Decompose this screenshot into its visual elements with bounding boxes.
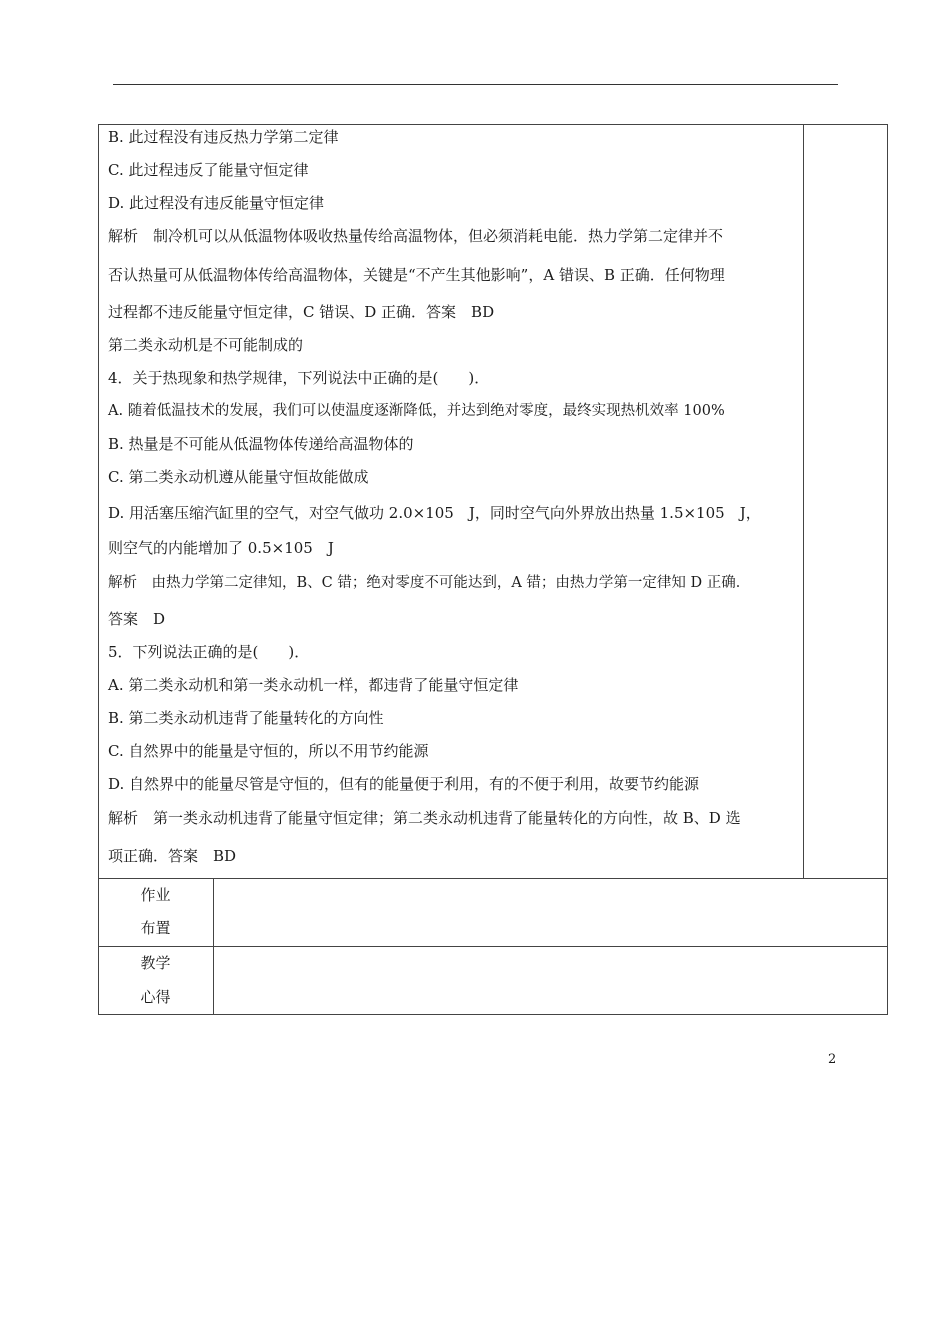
text-line: C. 此过程违反了能量守恒定律 xyxy=(108,161,309,179)
option-line: D. 自然界中的能量尽管是守恒的，但有的能量便于利用，有的不便于利用，故要节约能源 xyxy=(108,775,700,793)
explanation-line: 解析 由热力学第二定律知，B、C 错；绝对零度不可能达到，A 错；由热力学第一定律知 D 正确． xyxy=(108,575,751,591)
question-stem: 5．下列说法正确的是( )． xyxy=(108,643,310,661)
option-line: D. 用活塞压缩汽缸里的空气，对空气做功 2.0×105 J，同时空气向外界放出热量 1.5×105 J， xyxy=(108,504,761,522)
explanation-line: 否认热量可从低温物体传给高温物体，关键是“不产生其他影响”，A 错误、B 正确．任何物理 xyxy=(108,266,725,284)
header-rule xyxy=(113,84,838,85)
page-number: 2 xyxy=(828,1052,837,1067)
option-line: C. 自然界中的能量是守恒的，所以不用节约能源 xyxy=(108,742,429,760)
option-line: A. 第二类永动机和第一类永动机一样，都违背了能量守恒定律 xyxy=(108,676,519,694)
row-divider-reflection xyxy=(98,946,888,947)
explanation-line: 解析 制冷机可以从低温物体吸收热量传给高温物体，但必须消耗电能．热力学第二定律并不 xyxy=(108,227,724,245)
explanation-line: 项正确．答案 BD xyxy=(108,847,237,865)
explanation-line: 过程都不违反能量守恒定律，C 错误、D 正确．答案 BD xyxy=(108,303,495,321)
option-line: C. 第二类永动机遵从能量守恒故能做成 xyxy=(108,468,369,486)
section-heading: 第二类永动机是不可能制成的 xyxy=(108,336,304,354)
option-line: B. 第二类永动机违背了能量转化的方向性 xyxy=(108,709,384,727)
reflection-label-line2: 心得 xyxy=(140,988,171,1006)
right-column-divider xyxy=(803,124,804,879)
homework-label-line2: 布置 xyxy=(140,919,171,937)
reflection-label-line1: 教学 xyxy=(140,954,171,972)
text-line: D. 此过程没有违反能量守恒定律 xyxy=(108,194,325,212)
answer-line: 答案 D xyxy=(108,610,166,628)
homework-label-line1: 作业 xyxy=(140,886,171,904)
label-column-divider xyxy=(213,878,214,1015)
question-stem: 4．关于热现象和热学规律，下列说法中正确的是( )． xyxy=(108,369,490,387)
option-line: A. 随着低温技术的发展，我们可以使温度逐渐降低，并达到绝对零度，最终实现热机效率 100% xyxy=(108,403,725,419)
explanation-line: 解析 第一类永动机违背了能量守恒定律；第二类永动机违背了能量转化的方向性，故 B、D 选 xyxy=(108,809,741,827)
option-line: B. 热量是不可能从低温物体传递给高温物体的 xyxy=(108,435,414,453)
row-divider-homework xyxy=(98,878,888,879)
option-line: 则空气的内能增加了 0.5×105 J xyxy=(108,539,334,557)
text-line: B. 此过程没有违反热力学第二定律 xyxy=(108,128,339,146)
lesson-table xyxy=(98,124,888,1015)
